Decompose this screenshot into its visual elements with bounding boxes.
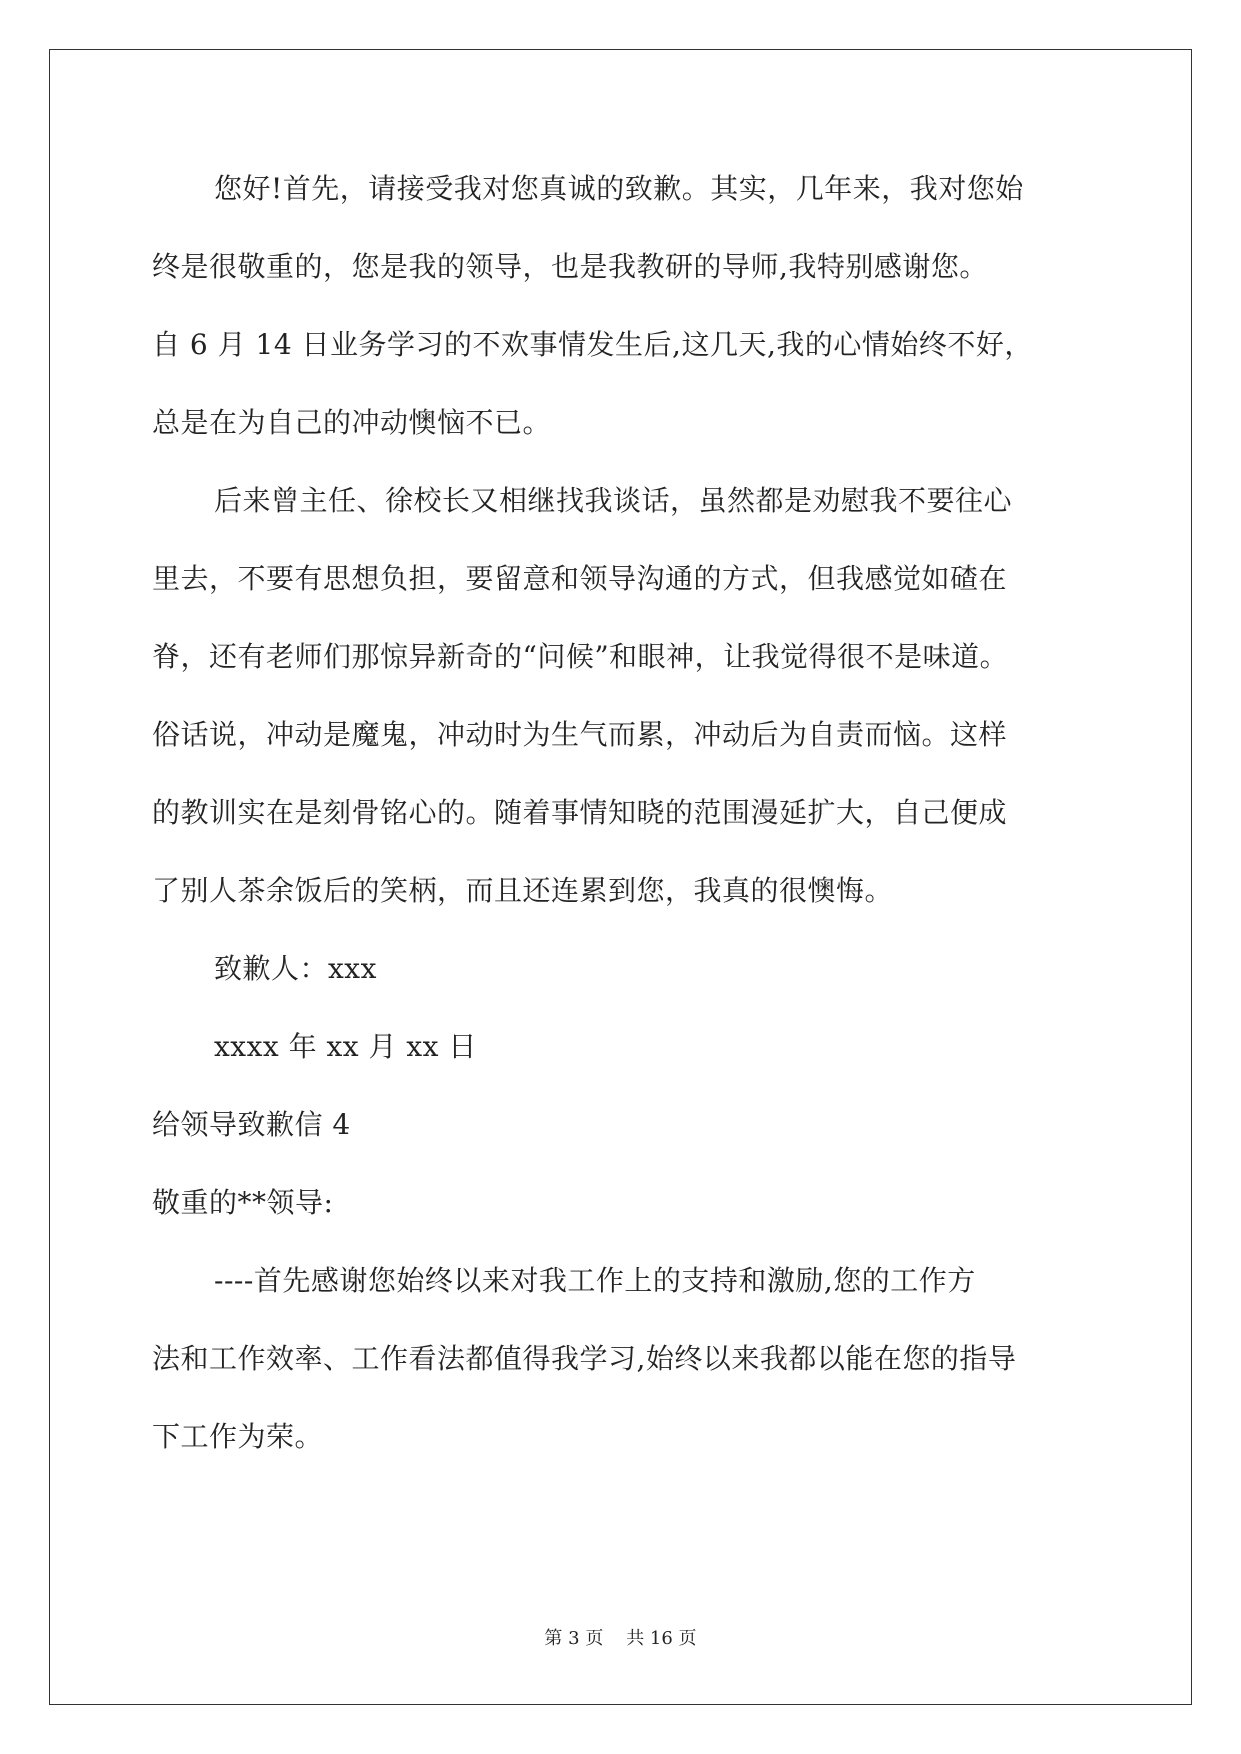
document-body	[152, 160, 1102, 1486]
paragraph-line: 的教训实在是刻骨铭心的。随着事情知晓的范围漫延扩大，自己便成	[152, 796, 1008, 829]
paragraph-line: 您好!首先，请接受我对您真诚的致歉。其实，几年来，我对您始	[214, 172, 1024, 205]
paragraph-line: 脊，还有老师们那惊异新奇的“问候”和眼神，让我觉得很不是味道。	[152, 640, 1009, 673]
salutation: 敬重的**领导:	[152, 1186, 334, 1219]
paragraph-line: 法和工作效率、工作看法都值得我学习,始终以来我都以能在您的指导	[152, 1342, 1017, 1375]
paragraph-line: 了别人茶余饭后的笑柄，而且还连累到您，我真的很懊悔。	[152, 874, 894, 907]
date-line: xxxx 年 xx 月 xx 日	[214, 1030, 477, 1063]
paragraph-line: 自 6 月 14 日业务学习的不欢事情发生后,这几天,我的心情始终不好，	[152, 328, 1033, 361]
paragraph-line: 下工作为荣。	[152, 1420, 324, 1453]
paragraph-line: 后来曾主任、徐校长又相继找我谈话，虽然都是劝慰我不要往心	[214, 484, 1013, 517]
page-number: 第 3 页 共 16 页	[544, 1628, 697, 1649]
signature-line: 致歉人：xxx	[214, 952, 377, 985]
section-title: 给领导致歉信 4	[152, 1108, 351, 1141]
paragraph-line: 总是在为自己的冲动懊恼不已。	[152, 406, 552, 439]
paragraph-line: ----首先感谢您始终以来对我工作上的支持和激励,您的工作方	[214, 1264, 976, 1297]
paragraph-line: 俗话说，冲动是魔鬼，冲动时为生气而累，冲动后为自责而恼。这样	[152, 718, 1008, 751]
paragraph-line: 里去，不要有思想负担，要留意和领导沟通的方式，但我感觉如碴在	[152, 562, 1008, 595]
paragraph-line: 终是很敬重的，您是我的领导，也是我教研的导师,我特别感谢您。	[152, 250, 988, 283]
